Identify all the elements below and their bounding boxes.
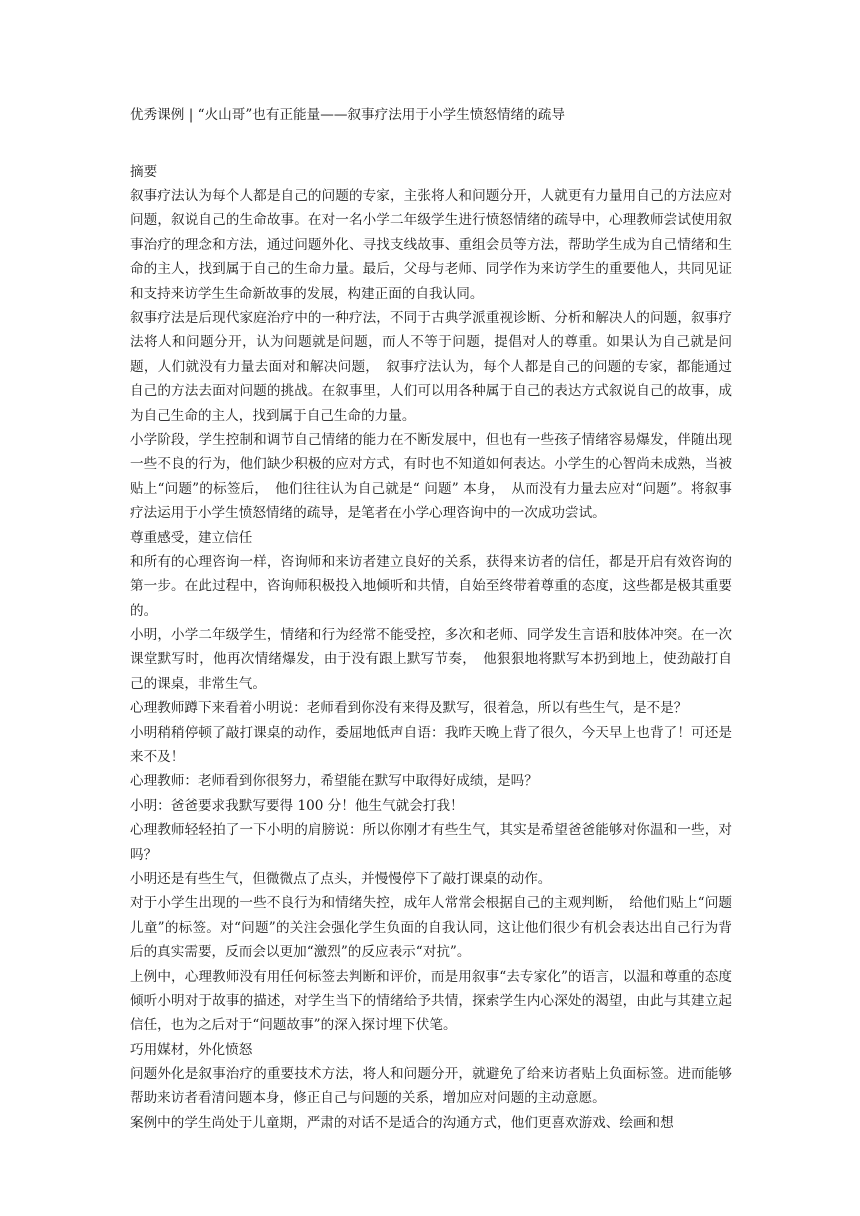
paragraph: 问题外化是叙事治疗的重要技术方法，将人和问题分开，就避免了给来访者贴上负面标签。进而能够帮助来访者看清问题本身，修正自己与问题的关系，增加应对问题的主动意愿。 bbox=[130, 1065, 732, 1107]
paragraph: 上例中，心理教师没有用任何标签去判断和评价，而是用叙事“去专家化”的语言，以温和尊重的态度倾听小明对于故事的描述，对学生当下的情绪给予共情，探索学生内心深处的渴望，由此与其建立起信任，也为之后对于“问题故事”的深入探讨埋下伏笔。 bbox=[130, 968, 732, 1034]
paragraph: 心理教师：老师看到你很努力，希望能在默写中取得好成绩，是吗？ bbox=[130, 773, 538, 790]
paragraph: 小明还是有些生气，但微微点了点头，并慢慢停下了敲打课桌的动作。 bbox=[130, 870, 552, 887]
paragraph: 叙事疗法认为每个人都是自己的问题的专家，主张将人和问题分开，人就更有力量用自己的方法应对问题，叙说自己的生命故事。在对一名小学二年级学生进行愤怒情绪的疏导中，心理教师尝试使用叙事治疗的理念和方法，通过问题外化、寻找支线故事、重组会员等方法，帮助学生成为自己情绪和生命的主人，找到属于自己的生命力量。最后，父母与老师、同学作为来访学生的重要他人，共同见证和支持来访学生生命新故事的发展，构建正面的自我认同。 bbox=[130, 188, 732, 302]
document bbox=[130, 104, 732, 1135]
section-heading: 尊重感受，建立信任 bbox=[130, 529, 253, 546]
paragraph: 小明：爸爸要求我默写要得 100 分！他生气就会打我！ bbox=[130, 797, 464, 814]
abstract-heading: 摘要 bbox=[130, 164, 158, 180]
paragraph: 小明稍稍停顿了敲打课桌的动作，委屈地低声自语：我昨天晚上背了很久，今天早上也背了！可还是来不及！ bbox=[130, 724, 732, 765]
document-title: 优秀课例 | “火山哥”也有正能量——叙事疗法用于小学生愤怒情绪的疏导 bbox=[130, 107, 565, 123]
paragraph: 小学阶段，学生控制和调节自己情绪的能力在不断发展中，但也有一些孩子情绪容易爆发，伴随出现一些不良的行为，他们缺少积极的应对方式，有时也不知道如何表达。小学生的心智尚未成熟，当被贴上“问题”的标签后， 他们往往认为自己就是“ 问题” 本身， 从而没有力量去应对“问题”。将叙事疗法运用于小学生愤怒情绪的疏导，是笔者在小学心理咨询中的一次成功尝试。 bbox=[130, 432, 732, 522]
paragraph: 案例中的学生尚处于儿童期，严肃的对话不是适合的沟通方式，他们更喜欢游戏、绘画和想 bbox=[130, 1114, 674, 1131]
paragraph: 小明，小学二年级学生，情绪和行为经常不能受控，多次和老师、同学发生言语和肢体冲突。在一次课堂默写时，他再次情绪爆发，由于没有跟上默写节奏， 他狠狠地将默写本扔到地上，使劲敲打自己的课桌，非常生气。 bbox=[130, 626, 732, 692]
paragraph: 心理教师轻轻拍了一下小明的肩膀说：所以你刚才有些生气，其实是希望爸爸能够对你温和一些，对吗？ bbox=[130, 822, 732, 863]
paragraph: 叙事疗法是后现代家庭治疗中的一种疗法，不同于古典学派重视诊断、分析和解决人的问题，叙事疗法将人和问题分开，认为问题就是问题，而人不等于问题，提倡对人的尊重。如果认为自己就是问题，人们就没有力量去面对和解决问题， 叙事疗法认为，每个人都是自己的问题的专家，都能通过自己的方法去面对问题的挑战。在叙事里，人们可以用各种属于自己的表达方式叙说自己的故事，成为自己生命的主人，找到属于自己生命的力量。 bbox=[130, 310, 732, 424]
paragraph: 对于小学生出现的一些不良行为和情绪失控，成年人常常会根据自己的主观判断， 给他们贴上“问题儿童”的标签。对“问题”的关注会强化学生负面的自我认同，这让他们很少有机会表达出自己行为背后的真实需要，反而会以更加“激烈”的反应表示“对抗”。 bbox=[130, 895, 732, 961]
paragraph: 心理教师蹲下来看着小明说：老师看到你没有来得及默写，很着急，所以有些生气，是不是？ bbox=[130, 700, 688, 717]
paragraph: 和所有的心理咨询一样，咨询师和来访者建立良好的关系，获得来访者的信任，都是开启有效咨询的第一步。在此过程中，咨询师积极投入地倾听和共情，自始至终带着尊重的态度，这些都是极其重要的。 bbox=[130, 553, 732, 619]
section-heading: 巧用媒材，外化愤怒 bbox=[130, 1041, 253, 1058]
